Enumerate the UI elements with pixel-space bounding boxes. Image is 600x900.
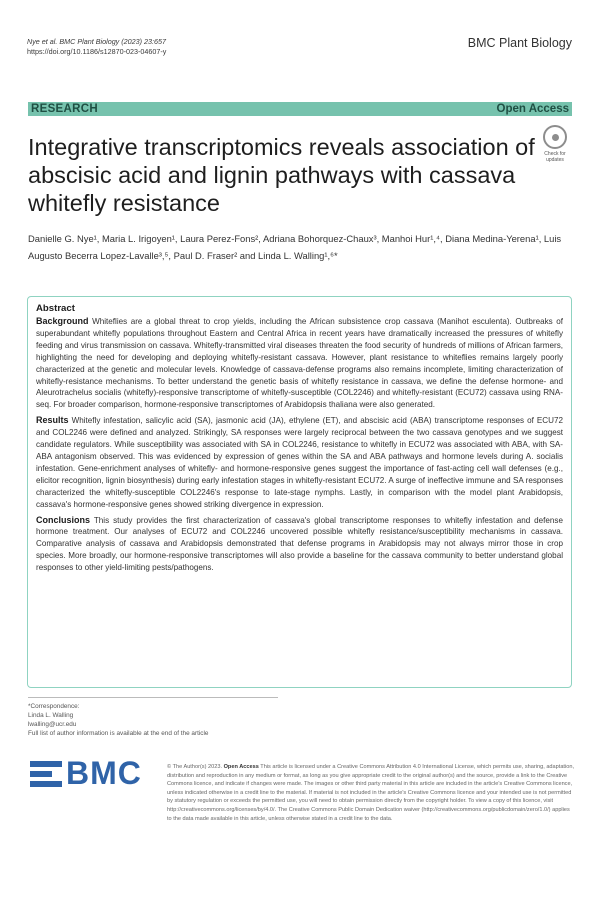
bmc-logo bbox=[30, 755, 142, 792]
section-bar bbox=[28, 102, 572, 116]
citation: Nye et al. BMC Plant Biology (2023) 23:657 bbox=[27, 37, 167, 46]
results-label: Results bbox=[36, 415, 69, 426]
article-title: Integrative transcriptomics reveals association of abscisic acid and lignin pathways with cassava whitefly resistance bbox=[28, 134, 535, 216]
correspondence-name: Linda L. Walling bbox=[28, 712, 74, 719]
bmc-logo-icon bbox=[30, 761, 62, 787]
bmc-logo-text: BMC bbox=[66, 755, 142, 791]
open-access-label: Open Access bbox=[496, 103, 569, 115]
license-body: This article is licensed under a Creative Commons Attribution 4.0 International License, which permits use, sharing, adaptation, distribution and reproduction in any medium or format, as long as you give appropriate credit to the original author(s) and the source, provide a link to the Creative Commons licence, and indicate if changes were made. The images or other third party material in this article are included in the article's Creative Commons licence, unless indicated otherwise in a credit line to the material. If material is not included in the article's Creative Commons licence and your intended use is not permitted by statutory regulation or exceeds the permitted use, you will need to obtain permission directly from the copyright holder. To view a copy of this licence, visit http://creativecommons.org/licenses/by/4.0/. The Creative Commons Public Domain Dedication waiver (http://creativecommons.org/publicdomain/zero/1.0/) applies to the data made available in this article, unless otherwise stated in a credit line to the data. bbox=[167, 764, 575, 822]
journal-name: BMC Plant Biology bbox=[467, 36, 572, 50]
article-type-label: RESEARCH bbox=[31, 103, 98, 115]
doi-link[interactable]: https://doi.org/10.1186/s12870-023-04607-y bbox=[27, 47, 167, 56]
author-list: Danielle G. Nye¹, Maria L. Irigoyen¹, Laura Perez-Fons², Adriana Bohorquez-Chaux³, Manhoi Hur¹,⁴, Diana Medina-Yerena¹, Luis Augusto Becerra Lopez-Lavalle³,⁵, Paul D. Fraser² and Linda L. Walling¹,⁶* bbox=[28, 233, 562, 261]
license-text bbox=[167, 763, 575, 823]
check-updates-text: Check for updates bbox=[544, 151, 566, 163]
article-header bbox=[27, 37, 166, 57]
abstract-results bbox=[36, 415, 563, 510]
conclusions-label: Conclusions bbox=[36, 514, 91, 525]
background-text: Whiteflies are a global threat to crop yields, including the African subsistence crop cassava (Manihot esculenta). Outbreaks of superabundant whitefly populations throughout Eastern and Central Africa in recent years have dramatically increased the pressures of whitefly feeding and virus transmission on cassava. Whitefly-transmitted viral diseases threaten the food security of hundreds of millions of African farmers, highlighting the need for developing and deploying whitefly-resistant cassava. However, plant resistance to whiteflies remains largely poorly characterized at the genetic and molecular levels. Knowledge of cassava-defense programs also remains incomplete, limiting characterization of whitefly-resistance mechanisms. To better understand the genetic basis of whitefly resistance in cassava, we define the defense hormone- and Aleurotrachelus socialis (whitefly)-responsive transcriptome of whitefly-susceptible (COL2246) and whitefly-resistant (ECU72) cassava using RNA-seq. For broader comparison, hormone-responsive transcriptomes of Arabidopsis thaliana were also generated. bbox=[36, 317, 564, 410]
abstract-heading: Abstract bbox=[36, 303, 75, 314]
license-oa-label: Open Access bbox=[223, 764, 259, 770]
background-label: Background bbox=[36, 316, 89, 326]
abstract-conclusions bbox=[36, 515, 563, 575]
results-text: Whitefly infestation, salicylic acid (SA), jasmonic acid (JA), ethylene (ET), and abscisic acid (ABA) transcriptome responses of ECU72 and COL2246 were defined and analyzed. Strikingly, SA responses were largely reciprocal between the two cassava genotypes and we suggest candidate regulators. While susceptibility was associated with SA in COL2246, resistance to whitefly in ECU72 was associated with ABA, with SA-ABA antagonism observed. This was evidenced by expression of genes within the SA and ABA pathways and hormone levels during A. socialis infestation. Gene-enrichment analyses of whitefly- and hormone-responsive genes suggest the importance of fast-acting cell wall defenses (e.g., elicitor recognition, lignin biosynthesis) during early infestation stages in whitefly-resistant ECU72. A surge of ineffective immune and SA responses characterized the whitefly-susceptible COL2246's response to late-stage nymphs. Lastly, in comparison with the model plant Arabidopsis, cassava's hormone-responsive genes showed striking divergence in expression. bbox=[36, 416, 563, 509]
author-info-note: Full list of author information is available at the end of the article bbox=[28, 730, 209, 737]
copyright-line: © The Author(s) 2023. bbox=[167, 764, 223, 770]
conclusions-text: This study provides the first characterization of cassava's global transcriptome responses to whitefly infestation and defense hormone treatment. Our analyses of ECU72 and COL2246 uncovered possible whitefly resistance/susceptibility mechanisms in cassava. Comparative analysis of cassava and Arabidopsis demonstrated that defense programs in Arabidopsis may not always mirror those in crop species. More broadly, our hormone-responsive transcriptomes will also provide a baseline for the cassava community to better understand global responses to other yield-limiting pests/pathogens. bbox=[36, 515, 563, 573]
correspondence-block bbox=[28, 697, 278, 738]
abstract-background bbox=[36, 316, 563, 411]
correspondence-label: *Correspondence: bbox=[28, 703, 80, 710]
correspondence-email[interactable]: lwalling@ucr.edu bbox=[28, 721, 77, 728]
abstract-box bbox=[27, 296, 572, 688]
